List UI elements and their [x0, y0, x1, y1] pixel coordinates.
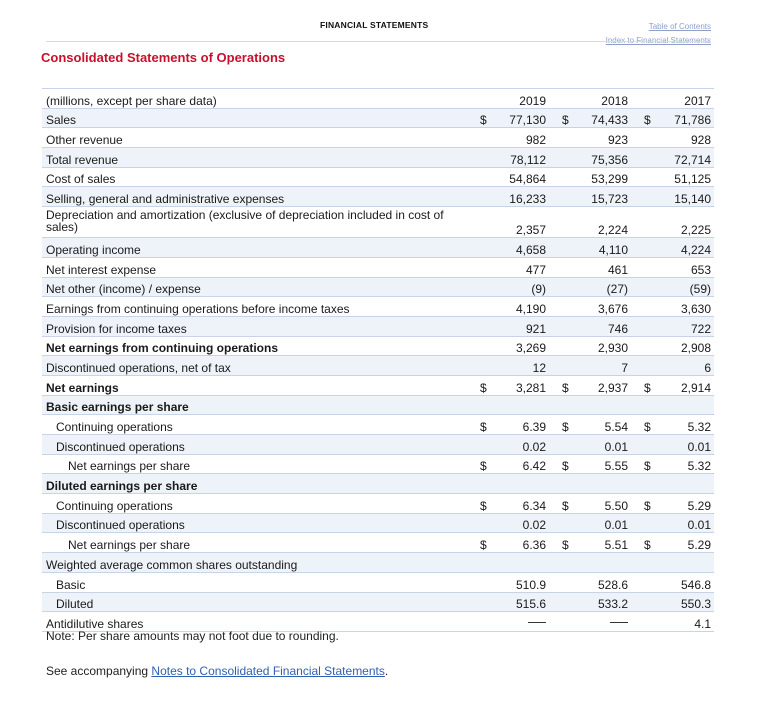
year-2017: 2017: [658, 89, 714, 109]
row-label: Total revenue: [42, 148, 470, 168]
row-label: Operating income: [42, 238, 470, 258]
section-title: FINANCIAL STATEMENTS: [320, 20, 429, 30]
table-section-row: [42, 553, 714, 573]
row-label: Selling, general and administrative expenses: [42, 187, 470, 207]
table-row: Discontinued operations 0.02 0.01 0.01: [42, 513, 714, 533]
nil-dash: [528, 622, 546, 623]
year-2019: 2019: [494, 89, 552, 109]
table-row: Discontinued operations 0.02 0.01 0.01: [42, 435, 714, 455]
table-of-contents-link[interactable]: Table of Contents: [648, 22, 711, 31]
row-label: Net interest expense: [42, 257, 470, 277]
row-label: Net earnings per share: [42, 454, 470, 474]
row-label: Depreciation and amortization (exclusive of depreciation included in cost of sales): [42, 207, 470, 238]
row-label: Continuing operations: [42, 494, 470, 514]
row-label: Discontinued operations, net of tax: [42, 356, 470, 376]
row-label: Cost of sales: [42, 167, 470, 187]
row-label: Discontinued operations: [42, 513, 470, 533]
page-title: Consolidated Statements of Operations: [41, 50, 286, 65]
table-row: Provision for income taxes 921 746 722: [42, 316, 714, 336]
row-label: Diluted: [42, 592, 470, 612]
table-row: Cost of sales 54,864 53,299 51,125: [42, 167, 714, 187]
row-label: Discontinued operations: [42, 435, 470, 455]
rounding-note: Note: Per share amounts may not foot due to rounding.: [46, 629, 339, 643]
row-label: Continuing operations: [42, 415, 470, 435]
notes-link[interactable]: Notes to Consolidated Financial Statements: [151, 664, 385, 678]
row-label: Sales: [42, 108, 470, 128]
table-row: Net interest expense 477 461 653: [42, 257, 714, 277]
table-section-row: [42, 395, 714, 415]
table-row: Net earnings per share $ 6.42 $ 5.55 $ 5.32: [42, 454, 714, 474]
row-label: Net earnings per share: [42, 533, 470, 553]
header-divider: [46, 41, 711, 42]
table-row: Continuing operations $ 6.39 $ 5.54 $ 5.32: [42, 415, 714, 435]
see-accompanying: See accompanying Notes to Consolidated Financial Statements.: [46, 664, 389, 678]
table-row: Operating income 4,658 4,110 4,224: [42, 238, 714, 258]
row-label: Provision for income taxes: [42, 316, 470, 336]
table-header-row: [42, 89, 714, 109]
year-2018: 2018: [576, 89, 634, 109]
table-row: Earnings from continuing operations before income taxes 4,190 3,676 3,630: [42, 297, 714, 317]
table-row: Sales $ 77,130 $ 74,433 $ 71,786: [42, 108, 714, 128]
table-row: Total revenue 78,112 75,356 72,714: [42, 148, 714, 168]
row-label: Net earnings: [42, 375, 470, 395]
row-label: Diluted earnings per share: [42, 474, 470, 494]
table-row: Net earnings from continuing operations 3,269 2,930 2,908: [42, 336, 714, 356]
table-row: Selling, general and administrative expenses 16,233 15,723 15,140: [42, 187, 714, 207]
row-label: Basic: [42, 572, 470, 592]
table-row: Discontinued operations, net of tax 12 7 6: [42, 356, 714, 376]
row-label: Earnings from continuing operations before income taxes: [42, 297, 470, 317]
table-section-row: [42, 474, 714, 494]
row-label: Antidilutive shares: [42, 612, 470, 632]
table-row: Antidilutive shares 4.1: [42, 612, 714, 632]
table-row: Net earnings per share $ 6.36 $ 5.51 $ 5.29: [42, 533, 714, 553]
header-links: [606, 20, 711, 48]
table-row: Continuing operations $ 6.34 $ 5.50 $ 5.29: [42, 494, 714, 514]
row-label: Basic earnings per share: [42, 395, 470, 415]
row-label: Net other (income) / expense: [42, 277, 470, 297]
table-row: Other revenue 982 923 928: [42, 128, 714, 148]
table-row: Diluted 515.6 533.2 550.3: [42, 592, 714, 612]
table-row: Net earnings $ 3,281 $ 2,937 $ 2,914: [42, 375, 714, 395]
nil-dash: [610, 622, 628, 623]
table-row: Basic 510.9 528.6 546.8: [42, 572, 714, 592]
row-label: Other revenue: [42, 128, 470, 148]
operations-table: [42, 88, 714, 632]
table-row: Net other (income) / expense (9) (27) (59): [42, 277, 714, 297]
row-label: Net earnings from continuing operations: [42, 336, 470, 356]
header-label: (millions, except per share data): [42, 89, 470, 109]
row-label: Weighted average common shares outstanding: [42, 553, 470, 573]
table-row: Depreciation and amortization (exclusive of depreciation included in cost of sales) 2,357 2,224 2,225: [42, 207, 714, 238]
